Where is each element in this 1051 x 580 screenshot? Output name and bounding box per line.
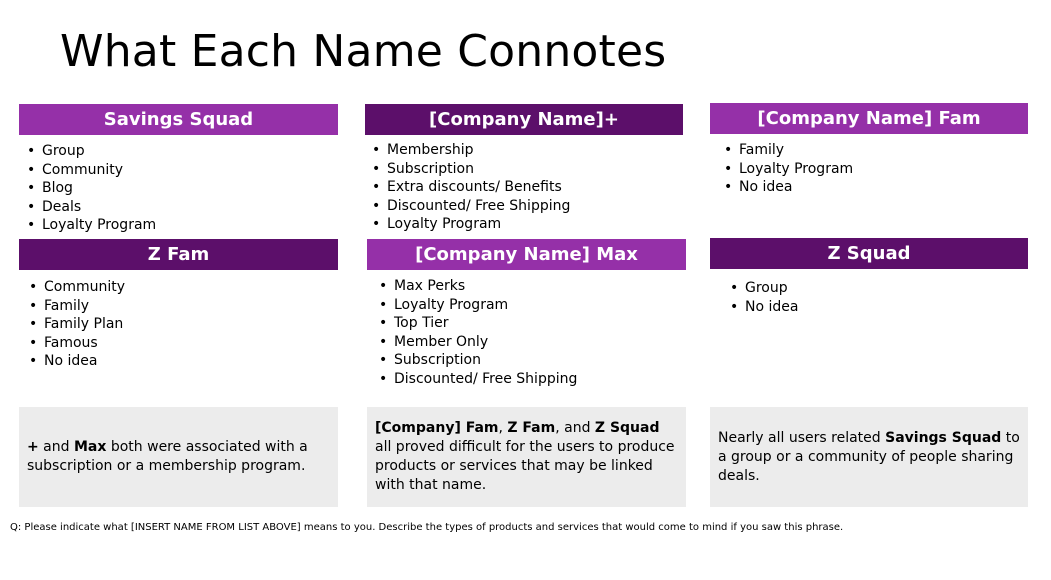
list-item: • Famous xyxy=(29,334,125,353)
card-header-savings-squad: Savings Squad xyxy=(19,104,338,135)
list-item: • Group xyxy=(730,279,798,298)
list-item: • Family Plan xyxy=(29,315,125,334)
list-item: • Subscription xyxy=(372,160,570,179)
insight-text-middle: [Company] Fam, Z Fam, and Z Squad all proved difficult for the users to produce products or services that may be linked with that name. xyxy=(375,420,675,493)
card-header-company-fam: [Company Name] Fam xyxy=(710,103,1028,134)
list-item: • Max Perks xyxy=(379,277,577,296)
insight-box-right xyxy=(710,407,1028,507)
list-item: • Loyalty Program xyxy=(724,160,853,179)
insight-box-middle xyxy=(367,407,686,507)
list-item: • Community xyxy=(27,161,156,180)
list-item: • Family xyxy=(724,141,853,160)
list-item: • Community xyxy=(29,278,125,297)
card-header-z-squad: Z Squad xyxy=(710,238,1028,269)
list-item: • Membership xyxy=(372,141,570,160)
card-list-company-fam xyxy=(724,141,853,197)
slide-title: What Each Name Connotes xyxy=(60,26,667,77)
list-item: • Loyalty Program xyxy=(379,296,577,315)
list-item: • Discounted/ Free Shipping xyxy=(372,197,570,216)
card-header-z-fam: Z Fam xyxy=(19,239,338,270)
insight-text-left: + and Max both were associated with a subscription or a membership program. xyxy=(27,439,308,474)
list-item: • Family xyxy=(29,297,125,316)
list-item: • No idea xyxy=(724,178,853,197)
list-item: • Loyalty Program xyxy=(27,216,156,235)
list-item: • Member Only xyxy=(379,333,577,352)
list-item: • Top Tier xyxy=(379,314,577,333)
list-item: • Deals xyxy=(27,198,156,217)
survey-question-footnote: Q: Please indicate what [INSERT NAME FROM LIST ABOVE] means to you. Describe the types of products and services that would come to mind if you saw this phrase. xyxy=(10,522,844,533)
insight-text-right: Nearly all users related Savings Squad to a group or a community of people sharing deals. xyxy=(718,429,1020,484)
list-item: • Loyalty Program xyxy=(372,215,570,234)
card-list-company-max xyxy=(379,277,577,389)
insight-box-left xyxy=(19,407,338,507)
card-list-company-plus xyxy=(372,141,570,234)
list-item: • Discounted/ Free Shipping xyxy=(379,370,577,389)
card-list-savings-squad xyxy=(27,142,156,235)
card-list-z-squad xyxy=(730,279,798,316)
card-header-company-max: [Company Name] Max xyxy=(367,239,686,270)
list-item: • No idea xyxy=(29,352,125,371)
list-item: • Blog xyxy=(27,179,156,198)
list-item: • No idea xyxy=(730,298,798,317)
card-header-company-plus: [Company Name]+ xyxy=(365,104,683,135)
list-item: • Extra discounts/ Benefits xyxy=(372,178,570,197)
list-item: • Group xyxy=(27,142,156,161)
card-list-z-fam xyxy=(29,278,125,371)
list-item: • Subscription xyxy=(379,351,577,370)
